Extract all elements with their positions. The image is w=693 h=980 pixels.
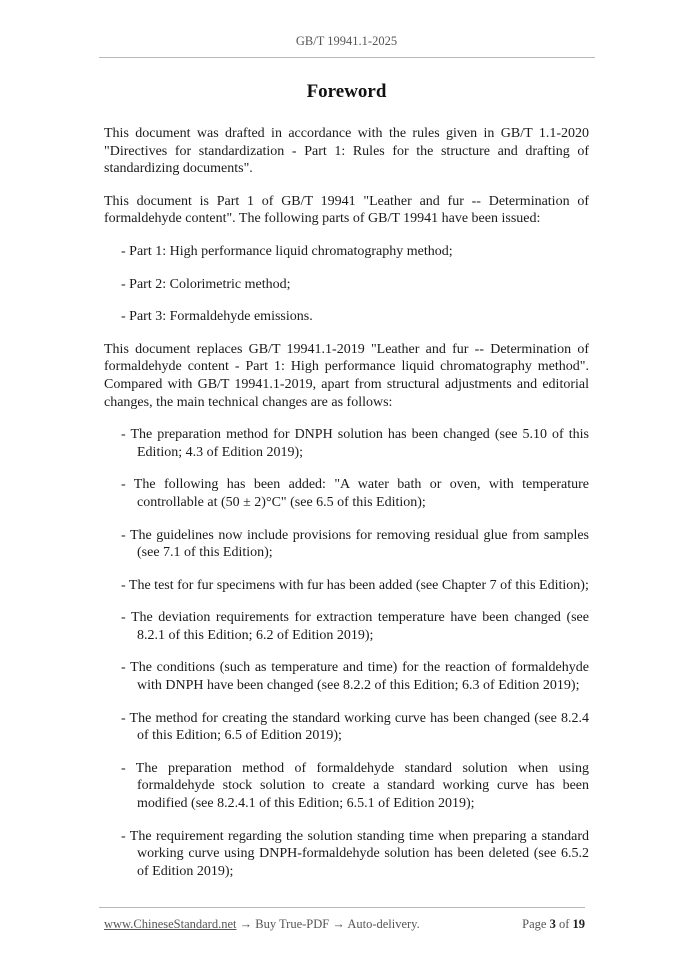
list-item-part: - Part 1: High performance liquid chromatography method; [121,243,453,259]
list-item-change: - The preparation method for DNPH solution has been changed (see 5.10 of this Edition; 4.3 of Edition 2019); [121,427,589,460]
list-item-change: - The conditions (such as temperature and time) for the reaction of formaldehyde with DNPH have been changed (see 8.2.2 of this Edition; 6.3 of Edition 2019); [121,660,589,694]
page-title: Foreword [306,81,387,102]
list-item-change: - The method for creating the standard working curve has been changed (see 8.2.4 of this Edition; 6.5 of Edition 2019); [121,710,589,744]
footer-promo [104,917,420,932]
page-counter [522,917,585,932]
arrow-right-icon: → [332,917,345,931]
list-item-change: - The test for fur specimens with fur has been added (see Chapter 7 of this Edition); [121,577,589,593]
list-item-change: - The preparation method of formaldehyde standard solution when using formaldehyde stock solution to create a standard working curve has been modified (see 8.2.4.1 of this Edition; 6.5.1 of Edition 2019); [121,760,589,812]
site-link[interactable]: www.ChineseStandard.net [104,917,237,931]
list-item-change: - The guidelines now include provisions for removing residual glue from samples (see 7.1 of this Edition); [121,527,589,561]
list-item-part: - Part 2: Colorimetric method; [121,276,291,292]
list-item-change: - The requirement regarding the solution standing time when preparing a standard working curve using DNPH-formaldehyde solution has been deleted (see 6.5.2 of Edition 2019); [121,828,589,879]
document-body [104,125,589,895]
document-code: GB/T 19941.1-2025 [295,34,398,48]
header-divider [99,57,595,58]
buy-link[interactable]: Buy True-PDF [255,917,330,931]
list-item-change: - The deviation requirements for extraction temperature have been changed (see 8.2.1 of this Edition; 6.2 of Edition 2019); [121,610,589,643]
page-header [0,34,693,49]
paragraph-part-intro: This document is Part 1 of GB/T 19941 "Leather and fur -- Determination of formaldehyde content". The following parts of GB/T 19941 have been issued: [104,193,589,227]
delivery-text: Auto-delivery. [347,917,420,931]
of-word: of [558,917,570,931]
footer-divider [99,907,585,908]
current-page-number: 3 [549,917,556,931]
list-item-part: - Part 3: Formaldehyde emissions. [121,309,313,325]
total-page-number: 19 [572,917,585,931]
page-word: Page [522,917,547,931]
arrow-right-icon: → [239,917,253,931]
paragraph-drafting-rules: This document was drafted in accordance with the rules given in GB/T 1.1-2020 "Directives for standardization - Part 1: Rules for the structure and drafting of standardizing documents". [104,126,589,177]
paragraph-replacement: This document replaces GB/T 19941.1-2019 "Leather and fur -- Determination of formaldehyde content - Part 1: High performance liquid chromatography method". Compared with GB/T 19941.1-2019, apart from structural adjustments and editorial changes, the main technical changes are as follows: [104,341,589,410]
list-item-change: - The following has been added: "A water bath or oven, with temperature controllable at (50 ± 2)°C" (see 6.5 of this Edition); [121,477,589,510]
